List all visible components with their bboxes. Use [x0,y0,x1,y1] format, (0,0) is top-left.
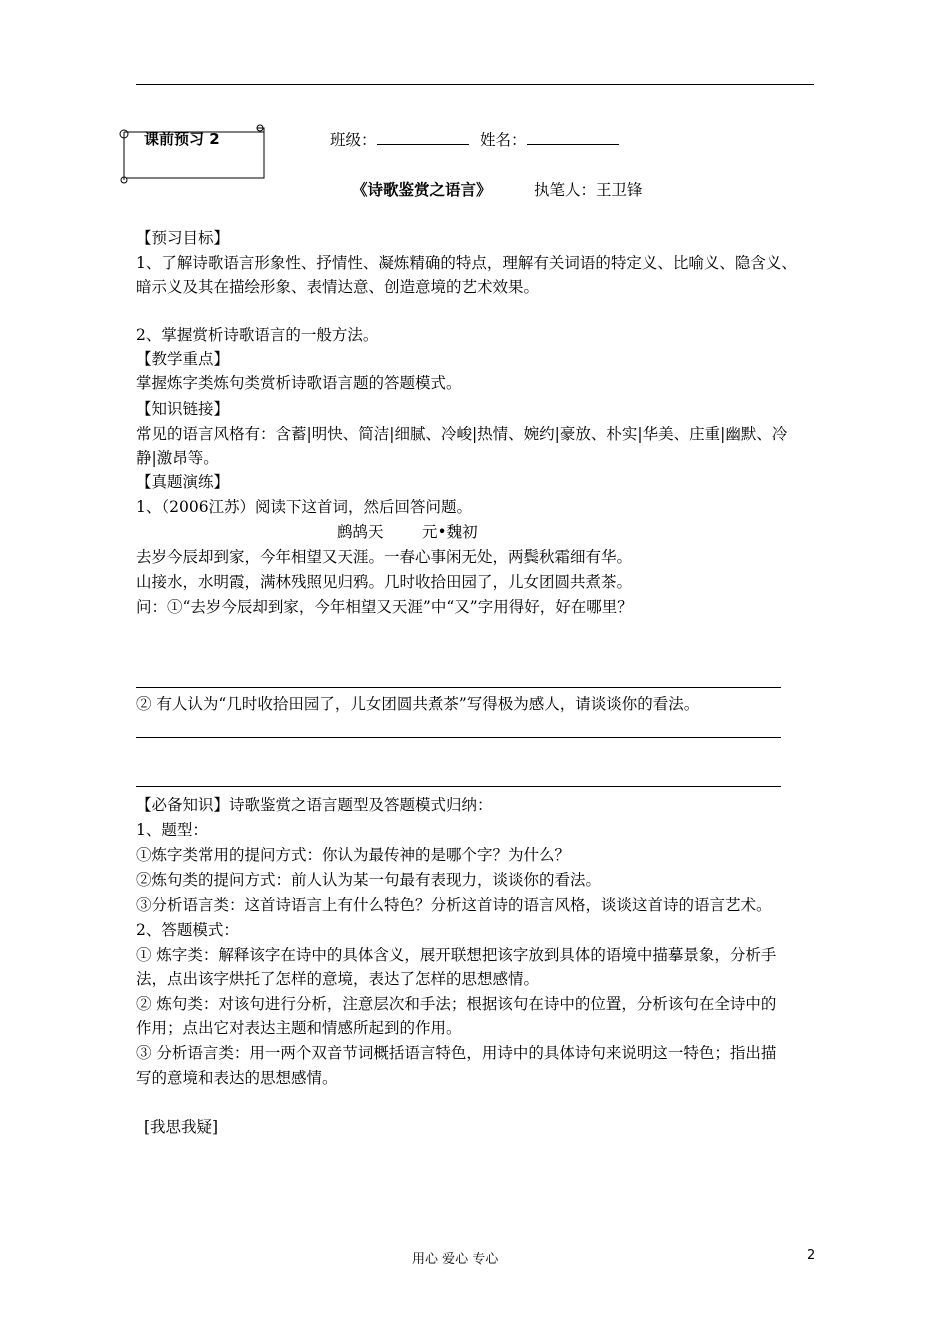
links-heading: 【知识链接】 [136,400,230,418]
name-label: 姓名： [480,131,527,149]
footer-motto: 用心 爱心 专心 [412,1252,499,1267]
page-title: 《诗歌鉴赏之语言》 [352,180,492,199]
goals-heading: 【预习目标】 [136,229,230,247]
knowledge-heading: 【必备知识】诗歌鉴赏之语言题型及答题模式归纳： [136,796,493,814]
header-rule [136,84,814,85]
reflect-heading: [我思我疑] [144,1118,219,1136]
modes-heading: 2、答题模式： [136,921,239,939]
focus-text: 掌握炼字类炼句类赏析诗歌语言题的答题模式。 [136,374,462,392]
answer-line-3[interactable] [136,786,781,787]
mode-2-line-2: 作用；点出它对表达主题和情感所起到的作用。 [136,1019,462,1037]
exercise-intro: 1、（2006江苏）阅读下这首词，然后回答问题。 [136,498,473,516]
banner-label: 课前预习 2 [144,130,220,148]
question-1: 问：①“去岁今辰却到家，今年相望又天涯”中“又”字用得好，好在哪里？ [136,598,633,616]
focus-heading: 【教学重点】 [136,350,230,368]
links-line-2: 静|激昂等。 [136,449,219,467]
answer-line-1[interactable] [136,687,781,688]
poem-line-2: 山接水，水明霞，满林残照见归鸦。几时收拾田园了，儿女团圆共煮茶。 [136,573,633,591]
answer-line-2[interactable] [136,737,781,738]
mode-1-line-2: 法，点出该字烘托了怎样的意境，表达了怎样的思想感情。 [136,970,540,988]
type-1: ①炼字类常用的提问方式：你认为最传神的是哪个字？为什么？ [136,846,571,864]
goal-1-line-2: 暗示义及其在描绘形象、表情达意、创造意境的艺术效果。 [136,278,540,296]
links-line-1: 常见的语言风格有：含蓄|明快、简洁|细腻、冷峻|热情、婉约|豪放、朴实|华美、庄重|幽默、冷 [136,425,788,443]
type-2: ②炼句类的提问方式：前人认为某一句最有表现力，谈谈你的看法。 [136,871,602,889]
name-blank[interactable] [527,128,619,145]
question-2: ② 有人认为“几时收拾田园了，儿女团圆共煮茶”写得极为感人，请谈谈你的看法。 [136,695,700,713]
name-field [480,128,619,150]
exercise-heading: 【真题演练】 [136,473,230,491]
types-heading: 1、题型： [136,821,208,839]
poem-title: 鹧鸪天 [337,523,384,541]
mode-1-line-1: ① 炼字类：解释该字在诗中的具体含义，展开联想把该字放到具体的语境中描摹景象，分析手 [136,946,777,964]
class-blank[interactable] [377,128,469,145]
poem-author: 元•魏初 [422,523,478,541]
goal-1-line-1: 1、了解诗歌语言形象性、抒情性、凝炼精确的特点，理解有关词语的特定义、比喻义、隐含义、 [136,254,797,272]
poem-line-1: 去岁今辰却到家，今年相望又天涯。一春心事闲无处，两鬓秋霜细有华。 [136,548,633,566]
page-number: 2 [807,1248,816,1263]
goal-2: 2、掌握赏析诗歌语言的一般方法。 [136,326,379,344]
class-label: 班级： [330,131,377,149]
class-field [330,128,469,150]
author-line: 执笔人：王卫锋 [534,181,643,199]
type-3: ③分析语言类：这首诗语言上有什么特色？分析这首诗的语言风格，谈谈这首诗的语言艺术。 [136,896,772,914]
preview-banner [118,124,266,182]
mode-3-line-2: 写的意境和表达的思想感情。 [136,1069,338,1087]
mode-2-line-1: ② 炼句类：对该句进行分析，注意层次和手法；根据该句在诗中的位置，分析该句在全诗中的 [136,995,777,1013]
mode-3-line-1: ③ 分析语言类：用一两个双音节词概括语言特色，用诗中的具体诗句来说明这一特色；指出描 [136,1044,777,1062]
